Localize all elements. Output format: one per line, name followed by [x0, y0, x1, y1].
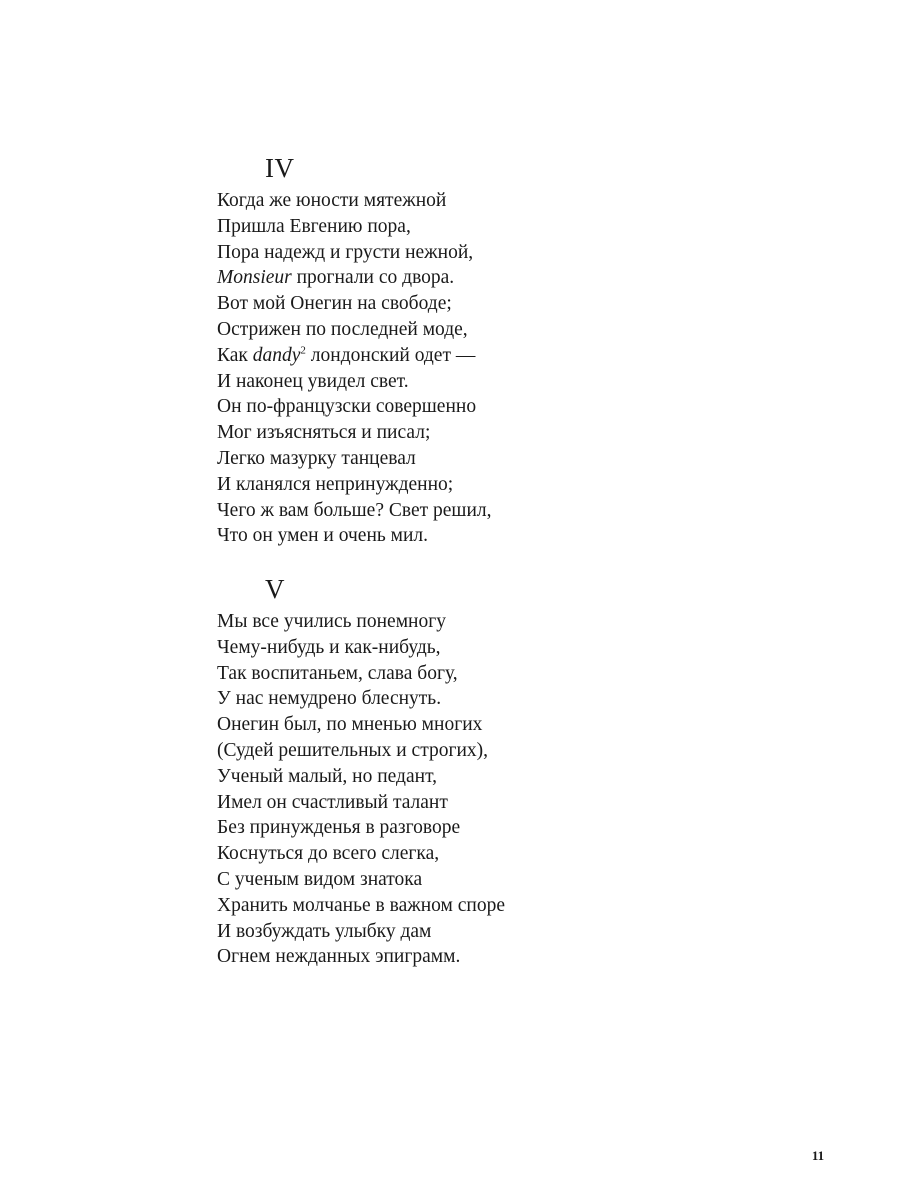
verse-line: Коснуться до всего слегка, — [217, 843, 440, 865]
verse-line: Пора надежд и грусти нежной, — [217, 241, 474, 263]
verse-line: Чему-нибудь и как-нибудь, — [217, 636, 441, 658]
verse-line: И кланялся непринужденно; — [217, 473, 454, 495]
italic-word: Monsieur — [217, 267, 292, 289]
verse-line: Так воспитаньем, слава богу, — [217, 662, 458, 684]
verse-line: Что он умен и очень мил. — [217, 525, 429, 547]
verse-line: Мы все учились понемногу — [217, 611, 446, 632]
verse-line: Пришла Евгению пора, — [217, 215, 411, 237]
verse-line — [217, 343, 492, 369]
verse-line: И наконец увидел свет. — [217, 370, 409, 392]
verse-line-rest: прогнали со двора. — [291, 267, 455, 289]
italic-word: dandy — [252, 344, 301, 366]
verse-line: Ученый малый, но педант, — [217, 765, 438, 787]
verse-line: Когда же юности мятежной — [217, 190, 447, 211]
verse-line-rest: лондонский одет — — [305, 344, 476, 366]
verse-line-start: Как — [217, 344, 253, 366]
verse-line: Легко мазурку танцевал — [217, 447, 416, 469]
stanza-numeral: IV — [265, 153, 295, 183]
verse-line: (Судей решительных и строгих), — [217, 739, 489, 761]
verse-line: Хранить молчанье в важном споре — [217, 894, 505, 916]
verse-line: Чего ж вам больше? Свет решил, — [217, 499, 492, 521]
stanza-v-text — [217, 609, 505, 970]
verse-line: Он по-французски совершенно — [217, 396, 477, 418]
verse-line: С ученым видом знатока — [217, 868, 423, 890]
footnote-marker[interactable]: 2 — [300, 344, 306, 357]
verse-line: Онегин был, по мненью многих — [217, 714, 483, 736]
verse-line: Острижен по последней моде, — [217, 318, 468, 340]
verse-line: У нас немудрено блеснуть. — [217, 688, 442, 710]
page-number: 11 — [811, 1148, 825, 1163]
stanza-numeral: V — [265, 574, 285, 604]
verse-line — [217, 265, 492, 291]
verse-line: И возбуждать улыбку дам — [217, 920, 432, 942]
verse-line: Мог изъясняться и писал; — [217, 422, 431, 444]
verse-line: Имел он счастливый талант — [217, 791, 448, 813]
verse-line: Вот мой Онегин на свободе; — [217, 293, 452, 315]
verse-line: Без принужденья в разговоре — [217, 817, 461, 839]
stanza-iv-text — [217, 188, 492, 549]
verse-line: Огнем нежданных эпиграмм. — [217, 946, 461, 968]
